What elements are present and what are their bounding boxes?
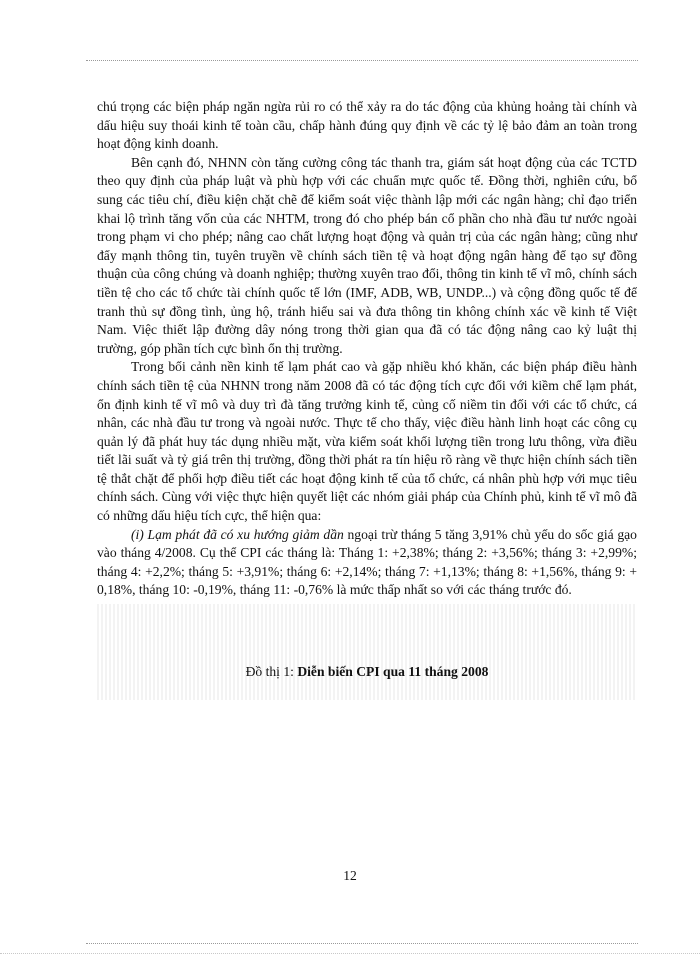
chart-caption-title: Diễn biến CPI qua 11 tháng 2008 <box>297 664 489 680</box>
paragraph-4-text: ngoại trừ tháng 5 tăng 3,91% chủ yếu do sốc giá gạo vào tháng 4/2008. Cụ thể CPI các tháng là: Tháng 1: +2,38%; tháng 2: +3,56%; tháng 3: +2,99%; tháng 4: +2,2%; tháng 5: +3,91%; tháng 6: +2,14%; tháng 7: +1,13%; tháng 8: +1,56%, tháng 9: + 0,18%, tháng 10: -0,19%, tháng 11: -0,76% là mức thấp nhất so với các tháng trước đó. <box>97 526 637 598</box>
document-body <box>97 98 637 700</box>
chart-caption <box>97 664 637 680</box>
chart-caption-area <box>97 604 637 700</box>
paragraph-2: Bên cạnh đó, NHNN còn tăng cường công tác thanh tra, giám sát hoạt động của các TCTD theo quy định của pháp luật và phù hợp với các chuẩn mực quốc tế. Đồng thời, nghiên cứu, bổ sung các tiêu chí, điều kiện chặt chẽ để kiểm soát việc thành lập mới các ngân hàng; chỉ đạo triển khai lộ trình tăng vốn của các NHTM, trong đó cho phép bán cổ phần cho nhà đầu tư nước ngoài trong phạm vi cho phép; nâng cao chất lượng hoạt động và quản trị của các ngân hàng; cũng như đẩy mạnh thông tin, tuyên truyền về chính sách tiền tệ và hoạt động ngân hàng để tạo sự đồng thuận của công chúng và doanh nghiệp; thường xuyên trao đổi, thông tin kinh tế vĩ mô, chính sách tiền tệ cho các tổ chức tài chính quốc tế lớn (IMF, ADB, WB, UNDP...) và cộng đồng quốc tế để tranh thủ sự đồng tình, ủng hộ, tránh hiểu sai và đưa thông tin không chính xác về kinh tế Việt Nam. Việc thiết lập đường dây nóng trong thời gian qua đã có tác động nâng cao kỷ luật thị trường, góp phần tích cực bình ổn thị trường. <box>97 154 637 356</box>
paragraph-1: chú trọng các biện pháp ngăn ngừa rủi ro có thể xảy ra do tác động của khủng hoảng tài chính và dấu hiệu suy thoái kinh tế toàn cầu, chấp hành đúng quy định về các tỷ lệ bảo đảm an toàn trong hoạt động kinh doanh. <box>97 99 637 152</box>
bottom-edge-line <box>0 953 700 954</box>
page-number: 12 <box>343 868 357 883</box>
paragraph-4 <box>97 526 637 600</box>
paragraph-3: Trong bối cảnh nền kinh tế lạm phát cao và gặp nhiều khó khăn, các biện pháp điều hành chính sách tiền tệ của NHNN trong năm 2008 đã có tác động tích cực đối với kiềm chế lạm phát, ổn định kinh tế vĩ mô và duy trì đà tăng trưởng kinh tế, củng cố niềm tin đối với các tổ chức, cá nhân, các nhà đầu tư trong và ngoài nước. Thực tế cho thấy, việc điều hành linh hoạt các công cụ quản lý đã phát huy tác dụng nhiều mặt, vừa kiểm soát khối lượng tiền trong lưu thông, vừa điều tiết lãi suất và tỷ giá trên thị trường, đồng thời phát ra tín hiệu rõ ràng về thực hiện chính sách tiền tệ thắt chặt để phối hợp điều tiết các hoạt động kinh tế của tổ chức, cá nhân phù hợp với mục tiêu chính sách. Cùng với việc thực hiện quyết liệt các nhóm giải pháp của Chính phủ, kinh tế vĩ mô đã có những dấu hiệu tích cực, thể hiện qua: <box>97 359 637 524</box>
paragraph-4-lead: (i) Lạm phát đã có xu hướng giảm dần <box>131 526 344 542</box>
chart-caption-prefix: Đồ thị 1: <box>245 664 298 680</box>
